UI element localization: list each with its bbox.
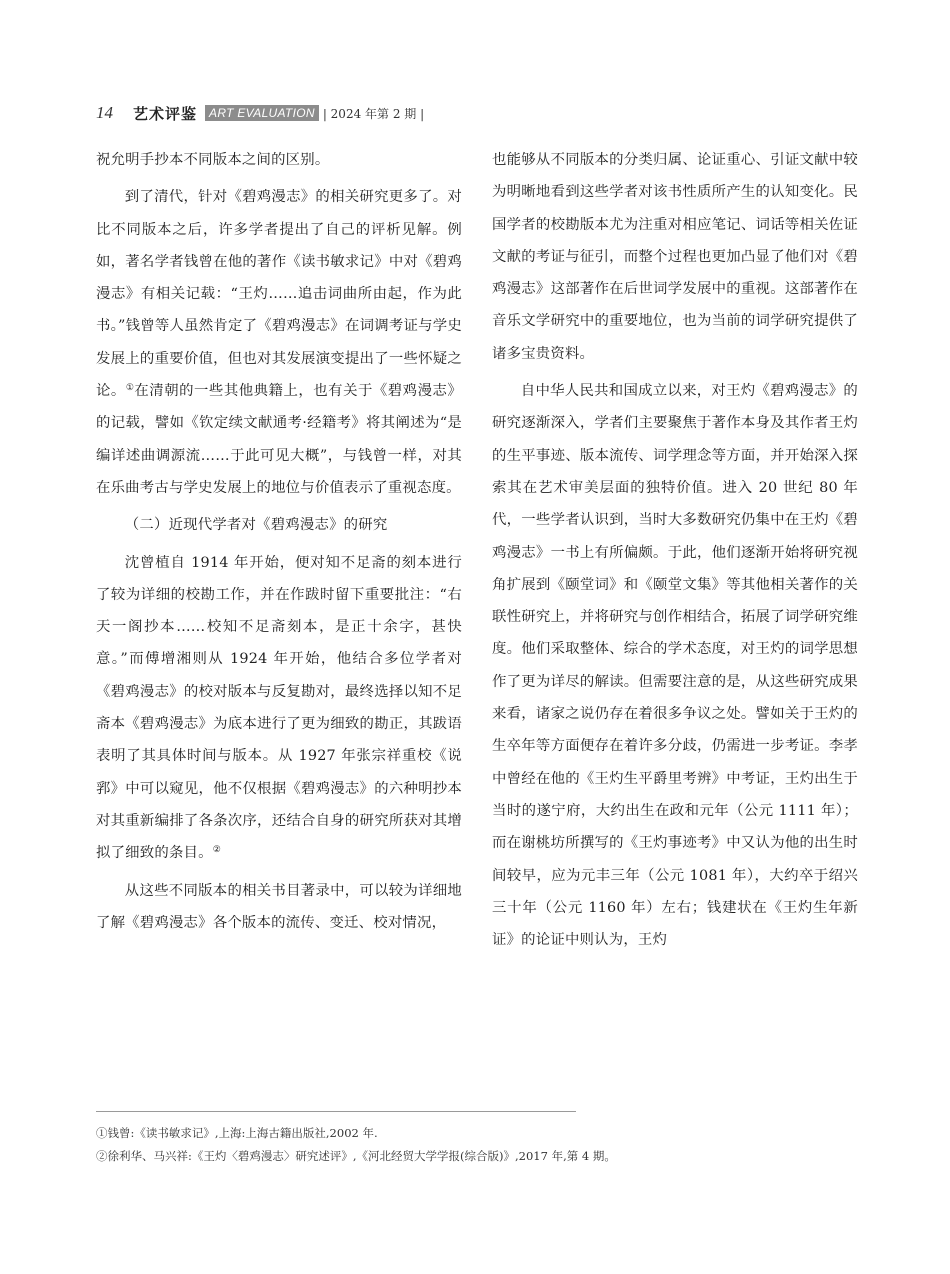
paragraph-text: 在清朝的一些其他典籍上，也有关于《碧鸡漫志》的记载，譬如《钦定续文献通考·经籍考》将其阐述为“是编详述曲调源流……于此可见大概”，与钱曾一样，对其在乐曲考古与学史发展上的地位与价值表示了重视态度。 [96, 383, 462, 496]
issue-label: | 2024 年第 2 期 | [322, 106, 425, 121]
paragraph [96, 181, 462, 504]
paragraph-text: 自中华人民共和国成立以来，对王灼《碧鸡漫志》的研究逐渐深入，学者们主要聚焦于著作本身及其作者王灼的生平事迹、版本流传、词学理念等方面，并开始深入探索其在艺术审美层面的独特价值。进入 20 世纪 80 年代，一些学者认识到，当时大多数研究仍集中在王灼《碧鸡漫志》一书上有所偏颇。于此，他们逐渐开始将研究视角扩展到《颐堂词》和《颐堂文集》等其他相关著作的关联性研究上，并将研究与创作相结合，拓展了词学研究维度。他们采取整体、综合的学术态度，对王灼的词学思想作了更为详尽的解读。但需要注意的是，从这些研究成果来看，诸家之说仍存在着很多争议之处。譬如关于王灼的生卒年等方面便存在着许多分歧，仍需进一步考证。李孝中曾经在他的《王灼生平爵里考辨》中考证，王灼出生于当时的遂宁府，大约出生在政和元年（公元 1111 年）；而在谢桃坊所撰写的《王灼事迹考》中又认为他的出生时间较早，应为元丰三年（公元 1081 年），大约卒于绍兴三十年（公元 1160 年）左右；钱建状在《王灼生年新证》的论证中则认为，王灼 [492, 383, 858, 949]
footnote-2: ②徐利华、马兴祥:《王灼〈碧鸡漫志〉研究述评》,《河北经贸大学学报(综合版)》,2017 年,第 4 期。 [96, 1149, 616, 1163]
paragraph-text: 也能够从不同版本的分类归属、论证重心、引证文献中较为明晰地看到这些学者对该书性质所产生的认知变化。民国学者的校勘版本尤为注重对相应笔记、词话等相关佐证文献的考证与征引，而整个过程也更加凸显了他们对《碧鸡漫志》这部著作在后世词学发展中的重视。这部著作在音乐文学研究中的重要地位，也为当前的词学研究提供了诸多宝贵资料。 [492, 152, 858, 362]
paragraph-text: 沈曾植自 1914 年开始，便对知不足斋的刻本进行了较为详细的校勘工作，并在作跋时留下重要批注：“右天一阁抄本……校知不足斋刻本，是正十余字，甚快意。”而傅增湘则从 1924 年开始，他结合多位学者对《碧鸡漫志》的校对版本与反复勘对，最终选择以知不足斋本《碧鸡漫志》为底本进行了更为细致的勘正，其跋语表明了其具体时间与版本。从 1927 年张宗祥重校《说郛》中可以窥见，他不仅根据《碧鸡漫志》的六种明抄本对其重新编排了各条次序，还结合自身的研究所获对其增拟了细致的条目。 [96, 554, 462, 862]
paragraph [492, 144, 858, 370]
paragraph [492, 375, 858, 956]
footnote-ref[interactable]: ② [212, 845, 222, 856]
footnotes [96, 1122, 856, 1168]
footnote-1: ①钱曾:《读书敏求记》,上海:上海古籍出版社,2002 年. [96, 1126, 378, 1140]
paragraph-text: 从这些不同版本的相关书目著录中，可以较为详细地了解《碧鸡漫志》各个版本的流传、变迁、校对情况， [96, 882, 462, 931]
footnote-ref[interactable]: ① [125, 383, 135, 394]
paragraph [96, 144, 462, 176]
journal-name: 艺术评鉴 [133, 104, 198, 123]
page-number: 14 [96, 103, 113, 122]
left-column [96, 144, 462, 944]
journal-english-name: ART EVALUATION [205, 105, 319, 121]
paragraph [96, 875, 462, 940]
paragraph [96, 547, 462, 870]
paragraph-text: 到了清代，针对《碧鸡漫志》的相关研究更多了。对比不同版本之后，许多学者提出了自己的评析见解。例如，著名学者钱曾在他的著作《读书敏求记》中对《碧鸡漫志》有相关记载：“王灼……追击词曲所由起，作为此书。”钱曾等人虽然肯定了《碧鸡漫志》在词调考证与学史发展上的重要价值，但也对其发展演变提出了一些怀疑之论。 [96, 189, 462, 400]
right-column [492, 144, 858, 961]
section-heading [96, 509, 462, 541]
footnote-divider [96, 1111, 576, 1112]
paragraph-text: 祝允明手抄本不同版本之间的区别。 [96, 152, 330, 168]
heading-text: （二）近现代学者对《碧鸡漫志》的研究 [124, 517, 388, 534]
running-header [96, 102, 424, 124]
